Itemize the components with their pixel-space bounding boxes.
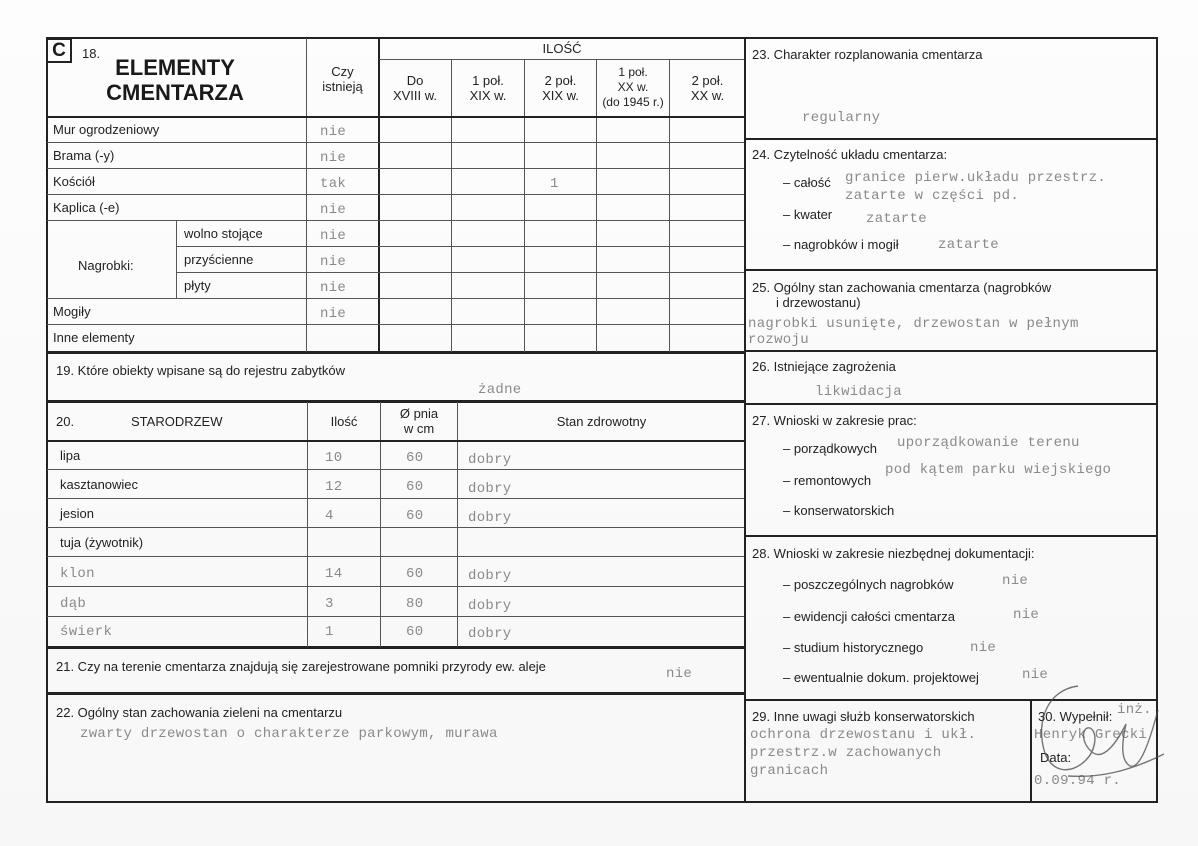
divider bbox=[745, 403, 1157, 405]
signature-image bbox=[1008, 680, 1168, 790]
divider bbox=[176, 220, 177, 299]
tree-diameter: 80 bbox=[406, 596, 424, 612]
section-19-value: żadne bbox=[478, 382, 522, 398]
section-23-label: 23. Charakter rozplanowania cmentarza bbox=[752, 47, 983, 62]
section-22-value: zwarty drzewostan o charakterze parkowym, murawa bbox=[80, 726, 498, 742]
tree-name: świerk bbox=[60, 624, 113, 640]
section-28-item-label: – ewidencji całości cmentarza bbox=[783, 609, 955, 624]
divider bbox=[47, 556, 745, 557]
col-header-period: 2 poł. XIX w. bbox=[542, 73, 579, 103]
divider bbox=[176, 246, 745, 247]
tree-name: tuja (żywotnik) bbox=[60, 535, 144, 550]
divider bbox=[451, 60, 452, 352]
divider bbox=[745, 138, 1157, 140]
section-24-graves-label: – nagrobków i mogił bbox=[783, 237, 899, 252]
section-28-item-value: nie bbox=[970, 640, 997, 656]
tree-health: dobry bbox=[468, 626, 512, 642]
divider bbox=[379, 59, 745, 60]
section-24-whole-value: zatarte w części pd. bbox=[845, 188, 1020, 204]
tree-count: 1 bbox=[325, 624, 334, 640]
divider bbox=[47, 440, 745, 442]
tree-count: 4 bbox=[325, 508, 334, 524]
elements-title-line1: ELEMENTY bbox=[115, 55, 235, 80]
element-label: Inne elementy bbox=[53, 330, 135, 345]
section-letter-box: C bbox=[46, 38, 72, 63]
divider bbox=[745, 535, 1157, 537]
section-22-label: 22. Ogólny stan zachowania zieleni na cmentarzu bbox=[56, 705, 343, 720]
divider bbox=[47, 116, 745, 118]
section-29-value: przestrz.w zachowanych bbox=[750, 745, 942, 761]
section-28-label: 28. Wnioski w zakresie niezbędnej dokumentacji: bbox=[752, 546, 1035, 561]
divider bbox=[47, 469, 745, 470]
element-exists: nie bbox=[320, 202, 347, 218]
tree-health: dobry bbox=[468, 510, 512, 526]
col-header-period: Do XVIII w. bbox=[392, 73, 438, 103]
section-26-value: likwidacja bbox=[815, 384, 903, 400]
tree-count: 12 bbox=[325, 479, 343, 495]
tree-count: 14 bbox=[325, 566, 343, 582]
col-header-health: Stan zdrowotny bbox=[556, 414, 647, 429]
section-30-name-prefix: inż. bbox=[1117, 702, 1152, 718]
col-header-period: 1 poł. XX w. (do 1945 r.) bbox=[602, 65, 664, 109]
divider bbox=[47, 220, 745, 221]
tree-diameter: 60 bbox=[406, 566, 424, 582]
element-exists: nie bbox=[320, 306, 347, 322]
element-label: Kaplica (-e) bbox=[53, 200, 120, 215]
section-29-label: 29. Inne uwagi służb konserwatorskich bbox=[752, 709, 975, 724]
section-28-item-value: nie bbox=[1013, 607, 1040, 623]
tree-health: dobry bbox=[468, 452, 512, 468]
tree-diameter: 60 bbox=[406, 508, 424, 524]
element-label: przyścienne bbox=[184, 252, 254, 267]
tree-name: lipa bbox=[60, 448, 81, 463]
divider bbox=[47, 586, 745, 587]
col-header-exists: Czy istnieją bbox=[322, 64, 363, 94]
tree-count: 3 bbox=[325, 596, 334, 612]
divider bbox=[47, 616, 745, 617]
section-24-label: 24. Czytelność układu cmentarza: bbox=[752, 147, 948, 162]
elements-title-line2: CMENTARZA bbox=[106, 80, 244, 105]
element-exists: tak bbox=[320, 176, 347, 192]
section-28-item-label: – ewentualnie dokum. projektowej bbox=[783, 670, 979, 685]
col-header-count: Ilość bbox=[330, 414, 358, 429]
section-26-label: 26. Istniejące zagrożenia bbox=[752, 359, 896, 374]
tree-health: dobry bbox=[468, 598, 512, 614]
tree-count: 10 bbox=[325, 450, 343, 466]
divider bbox=[524, 60, 525, 352]
element-label: wolno stojące bbox=[184, 226, 263, 241]
divider bbox=[380, 402, 381, 647]
starodrzew-title: STARODRZEW bbox=[131, 414, 223, 429]
element-exists: nie bbox=[320, 150, 347, 166]
divider bbox=[457, 402, 458, 647]
element-label: Mur ogrodzeniowy bbox=[53, 122, 160, 137]
section-27-label: 27. Wnioski w zakresie prac: bbox=[752, 413, 917, 428]
divider bbox=[745, 269, 1157, 271]
section-23-value: regularny bbox=[802, 110, 881, 126]
tree-diameter: 60 bbox=[406, 450, 424, 466]
section-30-date-value: 0.09.94 r. bbox=[1034, 773, 1122, 789]
section-27-item-value: pod kątem parku wiejskiego bbox=[885, 462, 1112, 478]
section-28-item-value: nie bbox=[1022, 667, 1049, 683]
element-exists: nie bbox=[320, 124, 347, 140]
section-27-item-value: uporządkowanie terenu bbox=[897, 435, 1080, 451]
element-label: Mogiły bbox=[53, 304, 91, 319]
element-exists: nie bbox=[320, 280, 347, 296]
section-21-label: 21. Czy na terenie cmentarza znajdują się zarejestrowane pomniki przyrody ew. aleje bbox=[56, 659, 546, 674]
section-24-whole-label: – całość bbox=[783, 175, 831, 190]
section-27-item-label: – konserwatorskich bbox=[783, 503, 895, 518]
element-quantity: 1 bbox=[550, 176, 559, 192]
divider bbox=[47, 498, 745, 499]
section-27-item-label: – remontowych bbox=[783, 473, 872, 488]
section-30-date-label: Data: bbox=[1040, 750, 1072, 765]
divider bbox=[745, 350, 1157, 352]
starodrzew-number: 20. bbox=[56, 414, 75, 429]
section-25-value: nagrobki usunięte, drzewostan w pełnym bbox=[748, 316, 1079, 332]
tree-health: dobry bbox=[468, 568, 512, 584]
tree-name: klon bbox=[60, 566, 95, 582]
tree-diameter: 60 bbox=[406, 479, 424, 495]
section-24-quarters-label: – kwater bbox=[783, 207, 833, 222]
divider bbox=[47, 298, 745, 299]
divider bbox=[47, 194, 745, 195]
section-29-value: granicach bbox=[750, 763, 829, 779]
section-30-name: Henryk Grecki bbox=[1034, 727, 1148, 743]
tree-name: dąb bbox=[60, 596, 87, 612]
divider bbox=[47, 168, 745, 169]
section-number: 18. bbox=[82, 46, 101, 61]
col-header-quantity: ILOŚĆ bbox=[542, 41, 582, 56]
element-exists: nie bbox=[320, 228, 347, 244]
section-29-value: ochrona drzewostanu i ukł. bbox=[750, 727, 977, 743]
nagrobki-label: Nagrobki: bbox=[78, 258, 134, 273]
section-25-value: rozwoju bbox=[748, 332, 809, 348]
element-label: Brama (-y) bbox=[53, 148, 115, 163]
element-label: płyty bbox=[184, 278, 211, 293]
section-25-label: i drzewostanu) bbox=[776, 295, 861, 310]
section-27-item-label: – porządkowych bbox=[783, 441, 877, 456]
section-24-graves-value: zatarte bbox=[938, 237, 999, 253]
divider bbox=[307, 402, 308, 647]
section-21-value: nie bbox=[666, 666, 693, 682]
tree-name: jesion bbox=[60, 506, 94, 521]
starodrzew-table bbox=[46, 401, 746, 648]
col-header-period: 2 poł. XX w. bbox=[690, 73, 725, 103]
section-19-label: 19. Które obiekty wpisane są do rejestru zabytków bbox=[56, 363, 346, 378]
section-24-whole-value: granice pierw.układu przestrz. bbox=[845, 170, 1107, 186]
col-header-diameter: Ø pnia w cm bbox=[399, 406, 439, 436]
tree-diameter: 60 bbox=[406, 624, 424, 640]
divider bbox=[176, 272, 745, 273]
section-25-label: 25. Ogólny stan zachowania cmentarza (nagrobków bbox=[752, 280, 1052, 295]
section-28-item-label: – studium historycznego bbox=[783, 640, 924, 655]
divider bbox=[47, 324, 745, 325]
section-28-item-value: nie bbox=[1002, 573, 1029, 589]
tree-health: dobry bbox=[468, 481, 512, 497]
col-header-period: 1 poł. XIX w. bbox=[469, 73, 507, 103]
divider bbox=[47, 142, 745, 143]
divider bbox=[47, 527, 745, 528]
tree-name: kasztanowiec bbox=[60, 477, 139, 492]
section-30-label: 30. Wypełnił: bbox=[1038, 709, 1113, 724]
element-exists: nie bbox=[320, 254, 347, 270]
element-label: Kościół bbox=[53, 174, 95, 189]
divider bbox=[669, 60, 670, 352]
section-28-item-label: – poszczególnych nagrobków bbox=[783, 577, 954, 592]
section-24-quarters-value: zatarte bbox=[866, 211, 927, 227]
